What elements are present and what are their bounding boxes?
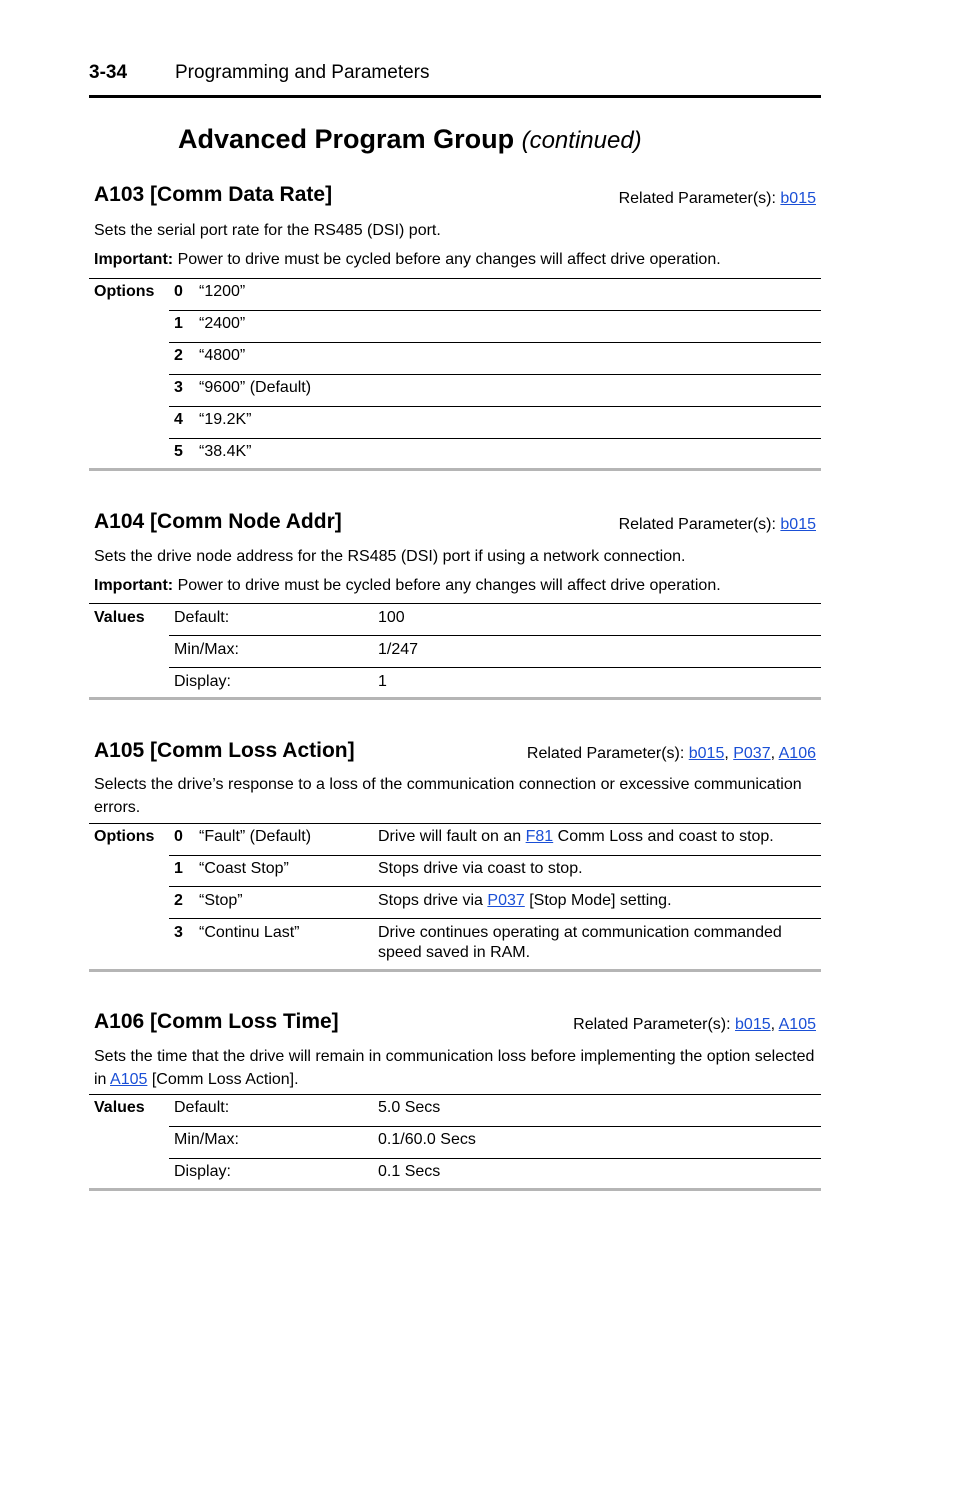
link-b015[interactable]: b015 bbox=[780, 516, 816, 533]
row-rule bbox=[169, 855, 821, 856]
link-p037[interactable]: P037 bbox=[487, 892, 525, 909]
link-f81[interactable]: F81 bbox=[525, 828, 554, 845]
option-code: 1 bbox=[174, 860, 183, 877]
related-label: Related Parameter(s): bbox=[618, 190, 776, 207]
important-text: Power to drive must be cycled before any changes will affect drive operation. bbox=[177, 251, 721, 268]
a106-table-label: Values bbox=[94, 1099, 145, 1116]
desc-text: Drive will fault on an bbox=[378, 828, 526, 845]
option-text: “4800” bbox=[199, 347, 246, 364]
option-text: “Fault” (Default) bbox=[199, 828, 312, 845]
a103-table-label: Options bbox=[94, 283, 155, 300]
option-text: “2400” bbox=[199, 315, 246, 332]
a104-important bbox=[94, 574, 820, 597]
value-value: 5.0 Secs bbox=[378, 1099, 441, 1116]
option-code: 3 bbox=[174, 379, 183, 396]
a106-title: A106 [Comm Loss Time] bbox=[94, 1010, 339, 1033]
link-b015[interactable]: b015 bbox=[780, 190, 816, 207]
important-text: Power to drive must be cycled before any changes will affect drive operation. bbox=[177, 577, 721, 594]
option-code: 5 bbox=[174, 443, 183, 460]
option-description: Drive continues operating at communication commanded speed saved in RAM. bbox=[378, 924, 782, 961]
option-code: 1 bbox=[174, 315, 183, 332]
a103-related bbox=[619, 190, 816, 208]
option-text: “38.4K” bbox=[199, 443, 252, 460]
row-rule bbox=[169, 342, 821, 343]
option-text: “Continu Last” bbox=[199, 924, 300, 941]
option-description bbox=[378, 827, 818, 847]
row-rule bbox=[169, 918, 821, 919]
link-b015[interactable]: b015 bbox=[735, 1016, 771, 1033]
link-p037[interactable]: P037 bbox=[733, 745, 771, 762]
page-number: 3-34 bbox=[89, 62, 128, 83]
a104-table-label: Values bbox=[94, 609, 145, 626]
desc-text: Stops drive via bbox=[378, 892, 488, 909]
value-label: Default: bbox=[174, 1099, 230, 1116]
option-code: 2 bbox=[174, 347, 183, 364]
desc-text: [Stop Mode] setting. bbox=[524, 892, 672, 909]
important-label: Important: bbox=[94, 251, 174, 268]
option-text: “1200” bbox=[199, 283, 246, 300]
a103-important bbox=[94, 248, 820, 271]
table-bottom-rule bbox=[89, 1188, 821, 1191]
value-label: Min/Max: bbox=[174, 641, 239, 658]
desc-text: Sets the time that the drive will remain in communication loss before implementing the option selected in bbox=[94, 1048, 815, 1088]
value-value: 1 bbox=[378, 673, 387, 690]
option-text: “9600” (Default) bbox=[199, 379, 312, 396]
option-text: “19.2K” bbox=[199, 411, 252, 428]
link-a105[interactable]: A105 bbox=[110, 1071, 148, 1088]
option-text: “Stop” bbox=[199, 892, 243, 909]
running-title: Programming and Parameters bbox=[175, 62, 430, 83]
value-value: 0.1/60.0 Secs bbox=[378, 1131, 476, 1148]
value-value: 100 bbox=[378, 609, 405, 626]
a104-description: Sets the drive node address for the RS485 (DSI) port if using a network connection. bbox=[94, 548, 686, 565]
related-label: Related Parameter(s): bbox=[526, 745, 685, 762]
table-bottom-rule bbox=[89, 969, 821, 972]
a103-description: Sets the serial port rate for the RS485 (DSI) port. bbox=[94, 222, 441, 239]
option-code: 4 bbox=[174, 411, 183, 428]
related-label: Related Parameter(s): bbox=[573, 1016, 731, 1033]
option-description bbox=[378, 891, 818, 911]
a105-table-label: Options bbox=[94, 828, 155, 845]
option-description: Stops drive via coast to stop. bbox=[378, 860, 583, 877]
value-label: Display: bbox=[174, 673, 231, 690]
a103-title: A103 [Comm Data Rate] bbox=[94, 183, 333, 206]
row-rule bbox=[169, 667, 821, 668]
related-label: Related Parameter(s): bbox=[618, 516, 776, 533]
table-top-rule bbox=[89, 278, 821, 279]
a105-description: Selects the drive’s response to a loss of the communication connection or excessive communication errors. bbox=[94, 776, 802, 816]
value-value: 0.1 Secs bbox=[378, 1163, 441, 1180]
option-code: 0 bbox=[174, 283, 183, 300]
row-rule bbox=[169, 635, 821, 636]
important-label: Important: bbox=[94, 577, 174, 594]
a105-title: A105 [Comm Loss Action] bbox=[94, 739, 355, 762]
table-top-rule bbox=[89, 603, 821, 604]
a106-related: Related Parameter(s): b015, A105 bbox=[573, 1016, 816, 1033]
table-top-rule bbox=[89, 823, 821, 824]
a104-related bbox=[619, 516, 816, 534]
value-label: Default: bbox=[174, 609, 230, 626]
row-rule bbox=[169, 886, 821, 887]
desc-text: Comm Loss and coast to stop. bbox=[553, 828, 774, 845]
row-rule bbox=[169, 406, 821, 407]
row-rule bbox=[169, 1126, 821, 1127]
table-bottom-rule bbox=[89, 468, 821, 471]
table-top-rule bbox=[89, 1094, 821, 1095]
group-title-text: Advanced Program Group bbox=[178, 124, 515, 154]
link-b015[interactable]: b015 bbox=[688, 745, 725, 762]
link-a105[interactable]: A105 bbox=[778, 1016, 816, 1033]
row-rule bbox=[169, 1158, 821, 1159]
link-a106[interactable]: A106 bbox=[778, 745, 816, 762]
row-rule bbox=[169, 310, 821, 311]
option-code: 0 bbox=[174, 828, 183, 845]
value-label: Min/Max: bbox=[174, 1131, 239, 1148]
option-code: 2 bbox=[174, 892, 183, 909]
group-title bbox=[178, 124, 642, 155]
header-rule bbox=[89, 95, 821, 98]
a104-title: A104 [Comm Node Addr] bbox=[94, 510, 342, 533]
value-value: 1/247 bbox=[378, 641, 419, 658]
option-code: 3 bbox=[174, 924, 183, 941]
row-rule bbox=[169, 374, 821, 375]
a106-description bbox=[94, 1045, 820, 1091]
a105-related: Related Parameter(s): b015, P037, A106 bbox=[526, 745, 816, 762]
desc-text: [Comm Loss Action]. bbox=[147, 1071, 299, 1088]
option-text: “Coast Stop” bbox=[199, 860, 289, 877]
row-rule bbox=[169, 438, 821, 439]
group-title-continued: (continued) bbox=[521, 127, 642, 154]
table-bottom-rule bbox=[89, 697, 821, 700]
value-label: Display: bbox=[174, 1163, 231, 1180]
